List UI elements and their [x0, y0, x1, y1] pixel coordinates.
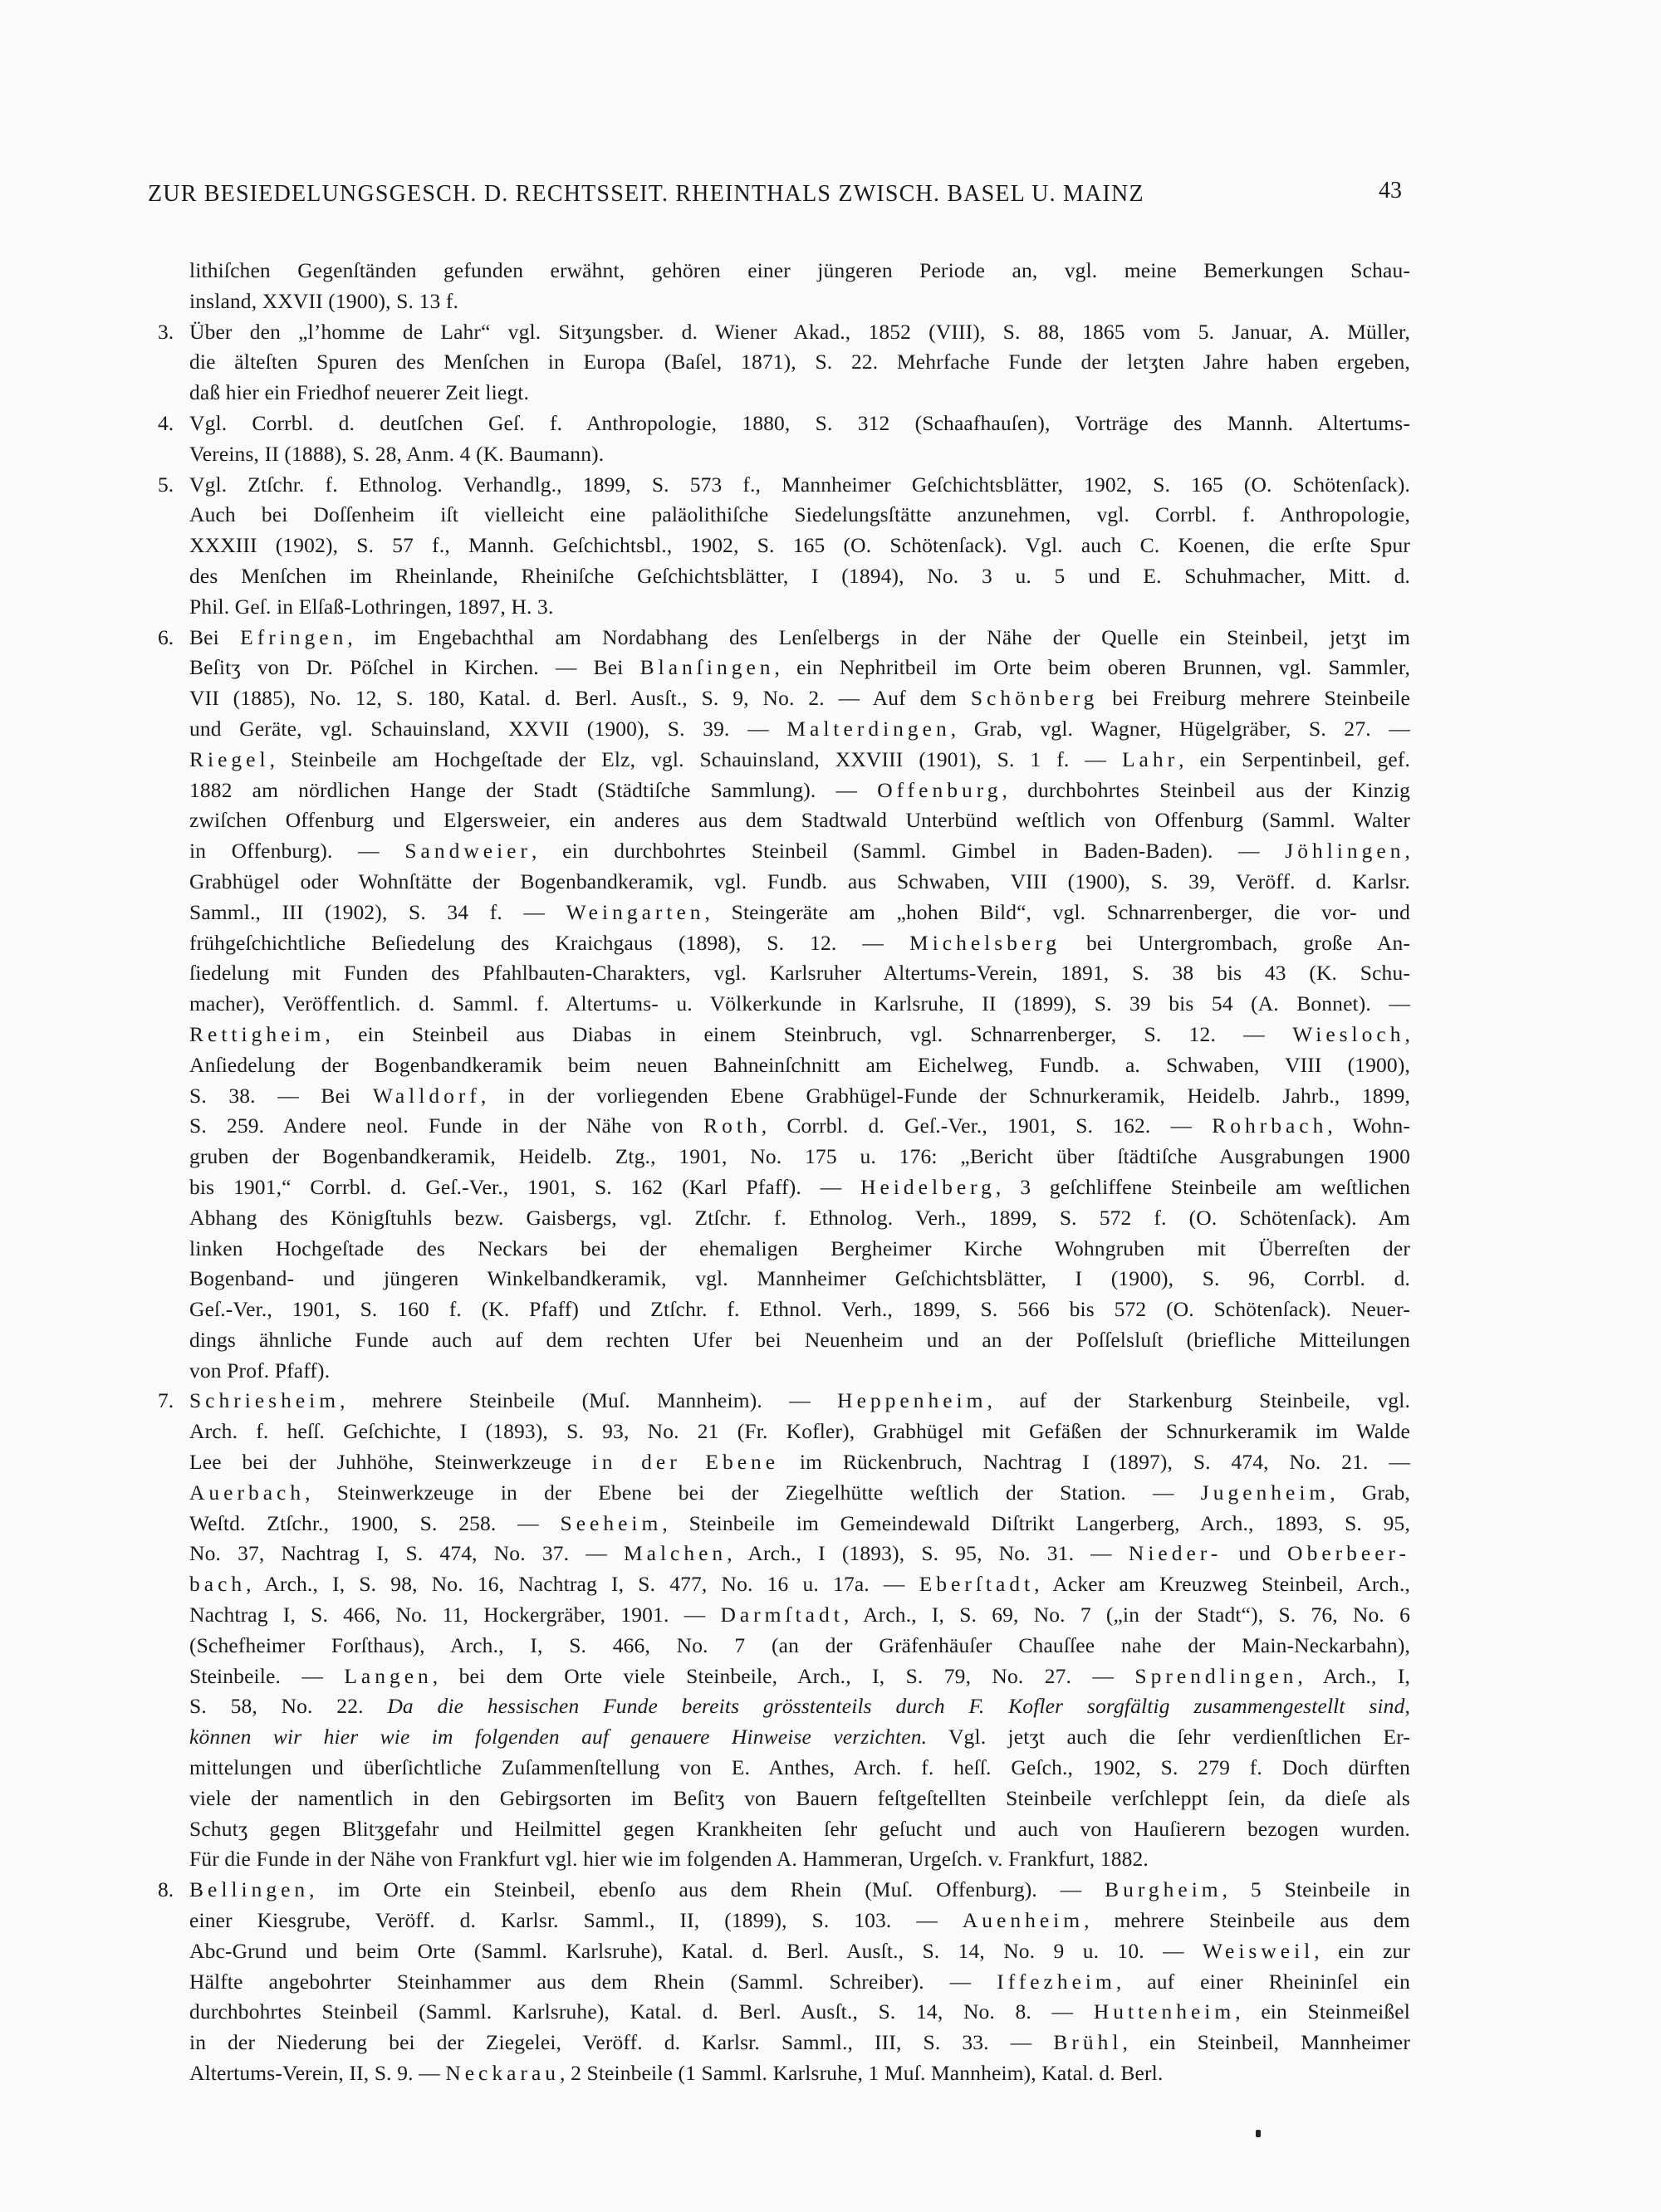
place-name: Iffezheim — [997, 1969, 1116, 1994]
text-run: im Rückenbruch, Nachtrag I (1897), S. 474, No. 21. — — [779, 1450, 1410, 1475]
text-run: viele der namentlich in den Gebirgsorten im Beſitʒ von Bauern feſtgeſtellten Steinbeile verſchleppt ſein, da dieſe als — [189, 1785, 1410, 1810]
place-name: Schriesheim — [189, 1388, 341, 1413]
place-name: Wiesloch — [1292, 1021, 1405, 1046]
place-name: Jugenheim — [1200, 1480, 1330, 1505]
place-name: Eberſtadt — [919, 1572, 1035, 1597]
footnote-number: 6. — [158, 624, 174, 649]
text-run: , Steinbeile am Hochgeſtade der Elz, vgl. Schauinsland, XXVIII (1901), S. 1 f. — — [269, 746, 1122, 771]
footnote — [148, 317, 1410, 409]
footnote — [148, 470, 1410, 623]
place-name: Sprendlingen — [1134, 1663, 1298, 1688]
text-line — [189, 1997, 1410, 2028]
text-run: linken Hochgeſtade des Neckars bei der ehemaligen Bergheimer Kirche Wohngruben mit Überreſten der — [189, 1236, 1410, 1260]
footnotes-list — [148, 256, 1410, 2089]
footnote — [148, 1875, 1410, 2089]
text-run: Samml., III (1902), S. 34 f. — — [189, 899, 566, 924]
text-line — [189, 2058, 1410, 2089]
text-line — [189, 683, 1410, 714]
text-run: , Corrbl. d. Geſ.-Ver., 1901, S. 162. — — [761, 1113, 1213, 1138]
text-line — [189, 1753, 1410, 1784]
running-title: ZUR BESIEDELUNGSGESCH. D. RECHTSSEIT. RHEINTHALS ZWISCH. BASEL U. MAINZ — [148, 181, 1144, 207]
place-name: Langen — [344, 1663, 433, 1688]
page-number: 43 — [1379, 178, 1402, 203]
place-name: Malterdingen — [786, 716, 951, 741]
text-line — [189, 1081, 1410, 1112]
text-run: Schutʒ gegen Blitʒgefahr und Heilmittel gegen Krankheiten ſehr geſucht und auch von Hauſierern bezogen wurden. — [189, 1816, 1410, 1841]
text-run: Arch. f. heſſ. Geſchichte, I (1893), S. 93, No. 21 (Fr. Kofler), Grabhügel mit Gefäßen der Schnurkeramik im Walde — [189, 1419, 1410, 1444]
text-run: insland, XXVII (1900), S. 13 f. — [189, 288, 459, 313]
text-run: , ein durchbohrtes Steinbeil (Samml. Gimbel in Baden-Baden). — — [532, 839, 1286, 864]
text-line — [189, 1814, 1410, 1845]
footnote-number: 8. — [158, 1877, 174, 1902]
text-run: Anſiedelung der Bogenbandkeramik beim neuen Bahneinſchnitt am Eichelweg, Fundb. a. Schwaben, VIII (1900), — [189, 1052, 1410, 1077]
text-line — [189, 1661, 1410, 1692]
text-line — [189, 958, 1410, 989]
text-run: Bogenband- und jüngeren Winkelbandkeramik, vgl. Mannheimer Geſchichtsblätter, I (1900), S. 96, Corrbl. d. — [189, 1266, 1410, 1291]
text-line — [189, 1784, 1410, 1814]
text-run: , 2 Steinbeile (1 Samml. Karlsruhe, 1 Muſ. Mannheim), Katal. d. Berl. — [560, 2061, 1164, 2086]
text-run: Nachtrag I, S. 466, No. 11, Hockergräber, 1901. — — [189, 1603, 721, 1627]
place-name: in der Ebene — [591, 1450, 780, 1475]
text-run: , — [1404, 839, 1410, 864]
text-run: in der Niederung bei der Ziegelei, Veröff. d. Karlsr. Samml., III, S. 33. — — [189, 2030, 1054, 2055]
text-run: XXXIII (1902), S. 57 f., Mannh. Geſchichtsbl., 1902, S. 165 (O. Schötenſack). Vgl. auch C. Koenen, die erſte Spur — [189, 533, 1410, 558]
text-line — [189, 1539, 1410, 1569]
text-line — [189, 256, 1410, 286]
place-name: Heidelberg — [860, 1174, 996, 1199]
text-run: mittelungen und überſichtliche Zuſammenſtellung von E. Anthes, Arch. f. heſſ. Geſch., 1902, S. 279 f. Doch dürften — [189, 1755, 1410, 1780]
text-line — [189, 592, 1410, 623]
text-line — [189, 1111, 1410, 1142]
text-line — [189, 2028, 1410, 2058]
place-name: Rettigheim — [189, 1021, 326, 1046]
text-line — [189, 1600, 1410, 1631]
text-run: gruben der Bogenbandkeramik, Heidelb. Ztg., 1901, No. 175 u. 176: „Bericht über ſtädtiſche Ausgrabungen 1900 — [189, 1144, 1410, 1169]
text-line — [189, 1203, 1410, 1234]
text-line — [189, 1050, 1410, 1081]
text-line — [189, 1631, 1410, 1661]
text-line — [189, 1906, 1410, 1936]
place-name: Walldorf — [372, 1083, 481, 1108]
place-name: Neckarau — [445, 2061, 561, 2086]
italic-text: Da die hessischen Funde bereits grösstenteils durch F. Kofler sorgfältig zusammengestellt sind, — [387, 1694, 1410, 1719]
place-name: Weingarten — [566, 899, 705, 924]
text-run: Hälfte angebohrter Steinhammer aus dem Rhein (Samml. Schreiber). — — [189, 1969, 997, 1994]
place-name: Riegel — [189, 746, 270, 771]
place-name: Roth — [703, 1113, 762, 1138]
place-name: Weisweil — [1202, 1938, 1315, 1963]
place-name: Efringen — [240, 624, 348, 649]
footnote-number: 7. — [158, 1388, 174, 1413]
text-run: S. 58, No. 22. — [189, 1694, 388, 1719]
text-run: , — [1404, 1021, 1410, 1046]
text-line — [189, 653, 1410, 683]
place-name: Offenburg — [877, 777, 1002, 802]
text-run: , ein Steinbeil aus Diabas in einem Steinbruch, vgl. Schnarrenberger, S. 12. — — [325, 1021, 1293, 1046]
text-line — [189, 745, 1410, 776]
text-run: in Offenburg). — — [189, 839, 405, 864]
text-line — [189, 409, 1410, 439]
text-run: und Geräte, vgl. Schauinsland, XXVII (1900), S. 39. — — [189, 716, 787, 741]
text-line — [189, 1844, 1410, 1875]
text-run: , 5 Steinbeile in — [1222, 1877, 1410, 1902]
text-run: , Steinbeile im Gemeindewald Diſtrikt Langerberg, Arch., 1893, S. 95, — [662, 1510, 1410, 1535]
text-line — [189, 836, 1410, 867]
text-line — [189, 1386, 1410, 1417]
text-line — [189, 1234, 1410, 1265]
text-run: , Acker am Kreuzweg Steinbeil, Arch., — [1034, 1572, 1410, 1597]
text-line — [189, 1264, 1410, 1294]
text-run: bei Freiburg mehrere Steinbeile — [1098, 686, 1410, 711]
text-run: , auf der Starkenburg Steinbeile, vgl. — [987, 1388, 1410, 1413]
text-run: und — [1222, 1541, 1288, 1566]
text-run: Grabhügel oder Wohnſtätte der Bogenbandkeramik, vgl. Fundb. aus Schwaben, VIII (1900), S. 39, Veröff. d. Karlsr. — [189, 869, 1410, 893]
footnote-number: 5. — [158, 472, 174, 497]
text-run: Steinbeile. — — [189, 1663, 345, 1688]
text-run: Phil. Geſ. in Elſaß-Lothringen, 1897, H. 3. — [189, 594, 554, 619]
text-line — [189, 1875, 1410, 1906]
text-run: frühgeſchichtliche Beſiedelung des Kraichgaus (1898), S. 12. — — [189, 930, 910, 955]
footnote — [148, 409, 1410, 470]
text-run: dings ähnliche Funde auch auf dem rechten Ufer bei Neuenheim und an der Poſſelsluſt (briefliche Mitteilungen — [189, 1327, 1410, 1352]
text-run: No. 37, Nachtrag I, S. 474, No. 37. — — [189, 1541, 624, 1566]
text-run: , ein zur — [1314, 1938, 1410, 1963]
text-run: Vgl. Corrbl. d. deutſchen Geſ. f. Anthropologie, 1880, S. 312 (Schaafhauſen), Vorträge des Mannh. Altertums- — [189, 410, 1410, 435]
text-line — [189, 1294, 1410, 1325]
footnote-number: 3. — [158, 319, 174, 344]
running-header — [148, 178, 1402, 214]
text-run: macher), Veröffentlich. d. Samml. f. Altertums- u. Völkerkunde in Karlsruhe, II (1899), S. 39 bis 54 (A. Bonnet). — — [189, 991, 1410, 1016]
text-line — [189, 1417, 1410, 1447]
text-run: , durchbohrtes Steinbeil aus der Kinzig — [1002, 777, 1410, 802]
text-line — [189, 347, 1410, 378]
text-line — [189, 1447, 1410, 1478]
text-run: Vereins, II (1888), S. 28, Anm. 4 (K. Baumann). — [189, 441, 605, 466]
text-line — [189, 867, 1410, 898]
text-run: Weſtd. Ztſchr., 1900, S. 258. — — [189, 1510, 561, 1535]
text-run: einer Kiesgrube, Veröff. d. Karlsr. Samml., II, (1899), S. 103. — — [189, 1908, 963, 1933]
text-run: zwiſchen Offenburg und Elgersweier, ein anderes aus dem Stadtwald Unterbünd weſtlich von Offenburg (Samml. Walter — [189, 808, 1410, 833]
place-name: Lahr — [1121, 746, 1179, 771]
text-line — [189, 989, 1410, 1020]
text-run: Bei — [189, 624, 241, 649]
ink-speck — [1256, 2130, 1261, 2137]
text-run: Lee bei der Juhhöhe, Steinwerkzeuge — [189, 1450, 592, 1475]
place-name: Huttenheim — [1093, 1999, 1236, 2024]
text-run: bei Untergrombach, große An- — [1061, 930, 1410, 955]
text-run: von Prof. Pfaff). — [189, 1358, 331, 1382]
text-run: , Grab, vgl. Wagner, Hügelgräber, S. 27. — — [950, 716, 1410, 741]
text-line — [189, 1722, 1410, 1753]
text-run: , Arch., I (1893), S. 95, No. 31. — — [727, 1541, 1129, 1566]
text-run: Beſitʒ von Dr. Pöſchel in Kirchen. — Bei — [189, 655, 640, 680]
place-name: Blanſingen — [639, 655, 775, 680]
italic-text: können wir hier wie im folgenden auf genauere Hinweise verzichten. — [189, 1725, 928, 1750]
text-line — [189, 561, 1410, 592]
text-run: , Steingeräte am „hohen Bild“, vgl. Schnarrenberger, die vor- und — [704, 899, 1410, 924]
place-name: Burgheim — [1105, 1877, 1222, 1902]
text-run: Vgl. Ztſchr. f. Ethnolog. Verhandlg., 1899, S. 573 f., Mannheimer Geſchichtsblätter, 1902, S. 165 (O. Schötenſack). — [189, 472, 1410, 497]
place-name: Malchen — [623, 1541, 728, 1566]
text-run: , ein Steinbeil, Mannheimer — [1122, 2030, 1410, 2055]
text-line — [189, 1569, 1410, 1600]
place-name: Seeheim — [560, 1510, 663, 1535]
place-name: Auenheim — [962, 1908, 1085, 1933]
text-run: , Grab, — [1330, 1480, 1411, 1505]
text-run: , mehrere Steinbeile (Muſ. Mannheim). — — [340, 1388, 838, 1413]
text-line — [189, 531, 1410, 561]
text-run: , in der vorliegenden Ebene Grabhügel-Funde der Schnurkeramik, Heidelb. Jahrb., 1899, — [480, 1083, 1410, 1108]
text-run: , im Engebachthal am Nordabhang des Lenſelbergs in der Nähe der Quelle ein Steinbeil, jetʒt im — [347, 624, 1410, 649]
text-run: Vgl. jetʒt auch die ſehr verdienſtlichen Er- — [927, 1725, 1410, 1750]
place-name: Sandweier — [404, 839, 532, 864]
text-line — [189, 1020, 1410, 1050]
text-run: bis 1901,“ Corrbl. d. Geſ.-Ver., 1901, S. 162 (Karl Pfaff). — — [189, 1174, 861, 1199]
text-run: des Menſchen im Rheinlande, Rheiniſche Geſchichtsblätter, I (1894), No. 3 u. 5 und E. Schuhmacher, Mitt. d. — [189, 563, 1410, 588]
place-name: Brühl — [1053, 2030, 1123, 2055]
text-run: , mehrere Steinbeile aus dem — [1084, 1908, 1410, 1933]
text-line — [189, 286, 1410, 317]
text-run: lithiſchen Gegenſtänden gefunden erwähnt, gehören einer jüngeren Periode an, vgl. meine Bemerkungen Schau- — [189, 258, 1410, 282]
text-run: S. 259. Andere neol. Funde in der Nähe von — [189, 1113, 704, 1138]
text-line — [189, 1936, 1410, 1967]
text-line — [189, 1967, 1410, 1998]
text-run: daß hier ein Friedhof neuerer Zeit liegt. — [189, 380, 530, 405]
place-name: Nieder- — [1128, 1541, 1222, 1566]
place-name: Michelsberg — [909, 930, 1061, 955]
text-run: , Wohn- — [1327, 1113, 1410, 1138]
text-line — [189, 500, 1410, 531]
place-name: Heppenheim — [837, 1388, 987, 1413]
text-run: Altertums-Verein, II, S. 9. — — [189, 2061, 446, 2086]
footnote — [148, 256, 1410, 317]
text-run: , auf einer Rheininſel ein — [1115, 1969, 1411, 1994]
text-run: Abc-Grund und beim Orte (Samml. Karlsruhe), Katal. d. Berl. Ausſt., S. 14, No. 9 u. 10. — — [189, 1938, 1203, 1963]
text-line — [189, 317, 1410, 348]
footnote-number: 4. — [158, 410, 174, 435]
place-name: Auerbach — [189, 1480, 306, 1505]
place-name: Oberbeer- — [1287, 1541, 1410, 1566]
text-run: , Steinwerkzeuge in der Ebene bei der Ziegelhütte weſtlich der Station. — — [305, 1480, 1201, 1505]
text-run: , im Orte ein Steinbeil, ebenſo aus dem Rhein (Muſ. Offenburg). — — [309, 1877, 1105, 1902]
text-line — [189, 1356, 1410, 1387]
text-line — [189, 1691, 1410, 1722]
text-line — [189, 776, 1410, 806]
text-run: durchbohrtes Steinbeil (Samml. Karlsruhe), Katal. d. Berl. Ausſt., S. 14, No. 8. — — [189, 1999, 1094, 2024]
text-line — [189, 1478, 1410, 1509]
text-run: (Schefheimer Forſthaus), Arch., I, S. 466, No. 7 (an der Gräfenhäuſer Chauſſee nahe der Main-Neckarbahn), — [189, 1632, 1410, 1657]
text-line — [189, 714, 1410, 745]
text-run: Geſ.-Ver., 1901, S. 160 f. (K. Pfaff) und Ztſchr. f. Ethnol. Verh., 1899, S. 566 bis 572 (O. Schötenſack). Neuer- — [189, 1297, 1410, 1322]
text-run: VII (1885), No. 12, S. 180, Katal. d. Berl. Ausſt., S. 9, No. 2. — Auf dem — [189, 686, 971, 711]
text-run: , Arch., I, S. 69, No. 7 („in der Stadt“), S. 76, No. 6 — [843, 1603, 1410, 1627]
text-line — [189, 805, 1410, 836]
text-run: 1882 am nördlichen Hange der Stadt (Städtiſche Sammlung). — — [189, 777, 878, 802]
footnote — [148, 623, 1410, 1387]
text-line — [189, 1172, 1410, 1203]
place-name: Darmſtadt — [720, 1603, 844, 1627]
text-run: , ein Steinmeißel — [1235, 1999, 1410, 2024]
place-name: Rohrbach — [1212, 1113, 1328, 1138]
text-run: , Arch., I, S. 98, No. 16, Nachtrag I, S. 477, No. 16 u. 17a. — — [246, 1572, 919, 1597]
place-name: Schönberg — [970, 686, 1099, 711]
text-run: , 3 geſchliffene Steinbeile am weſtlichen — [995, 1174, 1410, 1199]
text-line — [189, 378, 1410, 409]
text-run: Abhang des Königſtuhls bezw. Gaisbergs, vgl. Ztſchr. f. Ethnolog. Verh., 1899, S. 572 f. (O. Schötenſack). Am — [189, 1205, 1410, 1230]
text-run: die älteſten Spuren des Menſchen in Europa (Baſel, 1871), S. 22. Mehrfache Funde der letʒten Jahre haben ergeben, — [189, 350, 1410, 374]
text-line — [189, 928, 1410, 959]
place-name: bach — [189, 1572, 247, 1597]
text-run: , ein Serpentinbeil, gef. — [1178, 746, 1410, 771]
text-run: Auch bei Doſſenheim iſt vielleicht eine paläolithiſche Siedelungsſtätte anzunehmen, vgl. Corrbl. f. Anthropologie, — [189, 502, 1410, 527]
text-run: , bei dem Orte viele Steinbeile, Arch., I, S. 79, No. 27. — — [432, 1663, 1135, 1688]
text-line — [189, 439, 1410, 470]
text-line — [189, 1325, 1410, 1356]
text-line — [189, 1509, 1410, 1539]
text-run: Über den „l’homme de Lahr“ vgl. Sitʒungsber. d. Wiener Akad., 1852 (VIII), S. 88, 1865 vom 5. Januar, A. Müller, — [189, 319, 1410, 344]
place-name: Jöhlingen — [1285, 839, 1405, 864]
text-run: , Arch., I, — [1297, 1663, 1410, 1688]
text-line — [189, 623, 1410, 653]
text-run: Für die Funde in der Nähe von Frankfurt vgl. hier wie im folgenden A. Hammeran, Urgeſch. v. Frankfurt, 1882. — [189, 1847, 1149, 1872]
place-name: Bellingen — [189, 1877, 310, 1902]
text-line — [189, 898, 1410, 928]
text-line — [189, 1142, 1410, 1172]
text-run: ſiedelung mit Funden des Pfahlbauten-Charakters, vgl. Karlsruher Altertums-Verein, 1891, S. 38 bis 43 (K. Schu- — [189, 961, 1410, 986]
text-line — [189, 470, 1410, 501]
text-run: S. 38. — Bei — [189, 1083, 373, 1108]
footnote — [148, 1386, 1410, 1875]
text-run: , ein Nephritbeil im Orte beim oberen Brunnen, vgl. Sammler, — [774, 655, 1410, 680]
